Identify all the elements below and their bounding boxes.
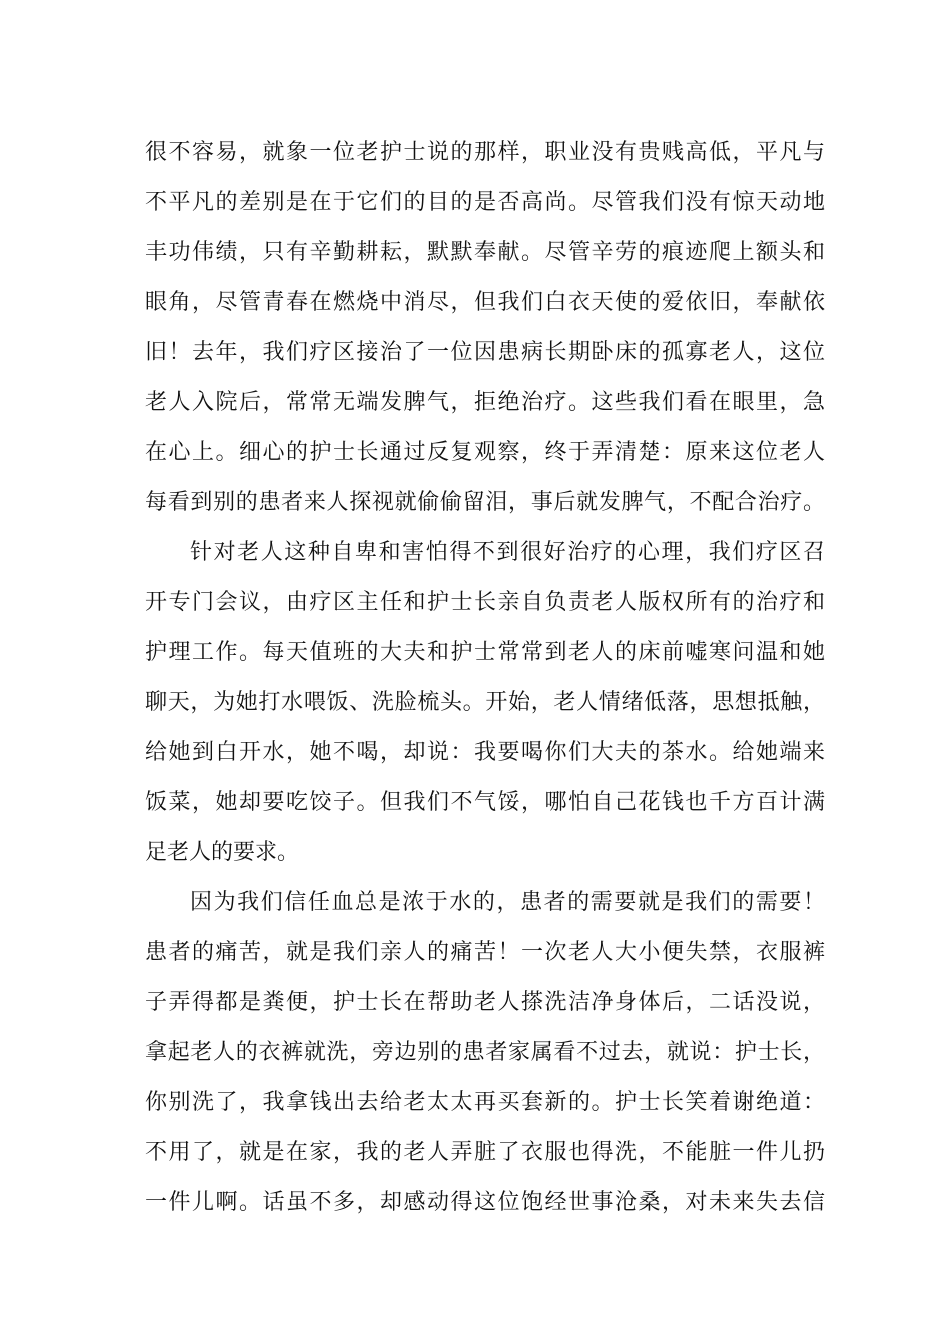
text-line: 饭菜，她却要吃饺子。但我们不气馁，哪怕自己花钱也千方百计满 [145,790,825,815]
paragraph-first-line: 针对老人这种自卑和害怕得不到很好治疗的心理，我们疗区召 [190,540,825,565]
paragraph-first-line: 因为我们信任血总是浓于水的，患者的需要就是我们的需要！ [190,890,825,915]
text-line: 在心上。细心的护士长通过反复观察，终于弄清楚：原来这位老人 [145,440,825,465]
text-line: 不用了，就是在家，我的老人弄脏了衣服也得洗，不能脏一件儿扔 [145,1140,825,1165]
text-line: 给她到白开水，她不喝，却说：我要喝你们大夫的茶水。给她端来 [145,740,825,765]
text-line: 老人入院后，常常无端发脾气，拒绝治疗。这些我们看在眼里，急 [145,390,825,415]
text-line: 很不容易，就象一位老护士说的那样，职业没有贵贱高低，平凡与 [145,140,825,165]
paragraph-last-line: 足老人的要求。 [145,840,300,865]
text-line: 不平凡的差别是在于它们的目的是否高尚。尽管我们没有惊天动地 [145,190,825,215]
text-line: 旧！去年，我们疗区接治了一位因患病长期卧床的孤寡老人，这位 [145,340,825,365]
text-line: 拿起老人的衣裤就洗，旁边别的患者家属看不过去，就说：护士长， [145,1040,825,1065]
text-line: 每看到别的患者来人探视就偷偷留泪，事后就发脾气，不配合治疗。 [145,490,825,515]
text-line: 开专门会议，由疗区主任和护士长亲自负责老人版权所有的治疗和 [145,590,825,615]
text-line: 丰功伟绩，只有辛勤耕耘，默默奉献。尽管辛劳的痕迹爬上额头和 [145,240,825,265]
text-line: 患者的痛苦，就是我们亲人的痛苦！一次老人大小便失禁，衣服裤 [145,940,825,965]
text-line: 眼角，尽管青春在燃烧中消尽，但我们白衣天使的爱依旧，奉献依 [145,290,825,315]
text-line: 护理工作。每天值班的大夫和护士常常到老人的床前嘘寒问温和她 [145,640,825,665]
text-line: 子弄得都是粪便，护士长在帮助老人搽洗洁净身体后，二话没说， [145,990,825,1015]
text-line: 一件儿啊。话虽不多，却感动得这位饱经世事沧桑，对未来失去信 [145,1190,825,1215]
text-line: 聊天，为她打水喂饭、洗脸梳头。开始，老人情绪低落，思想抵触， [145,690,825,715]
text-line: 你别洗了，我拿钱出去给老太太再买套新的。护士长笑着谢绝道： [145,1090,825,1115]
